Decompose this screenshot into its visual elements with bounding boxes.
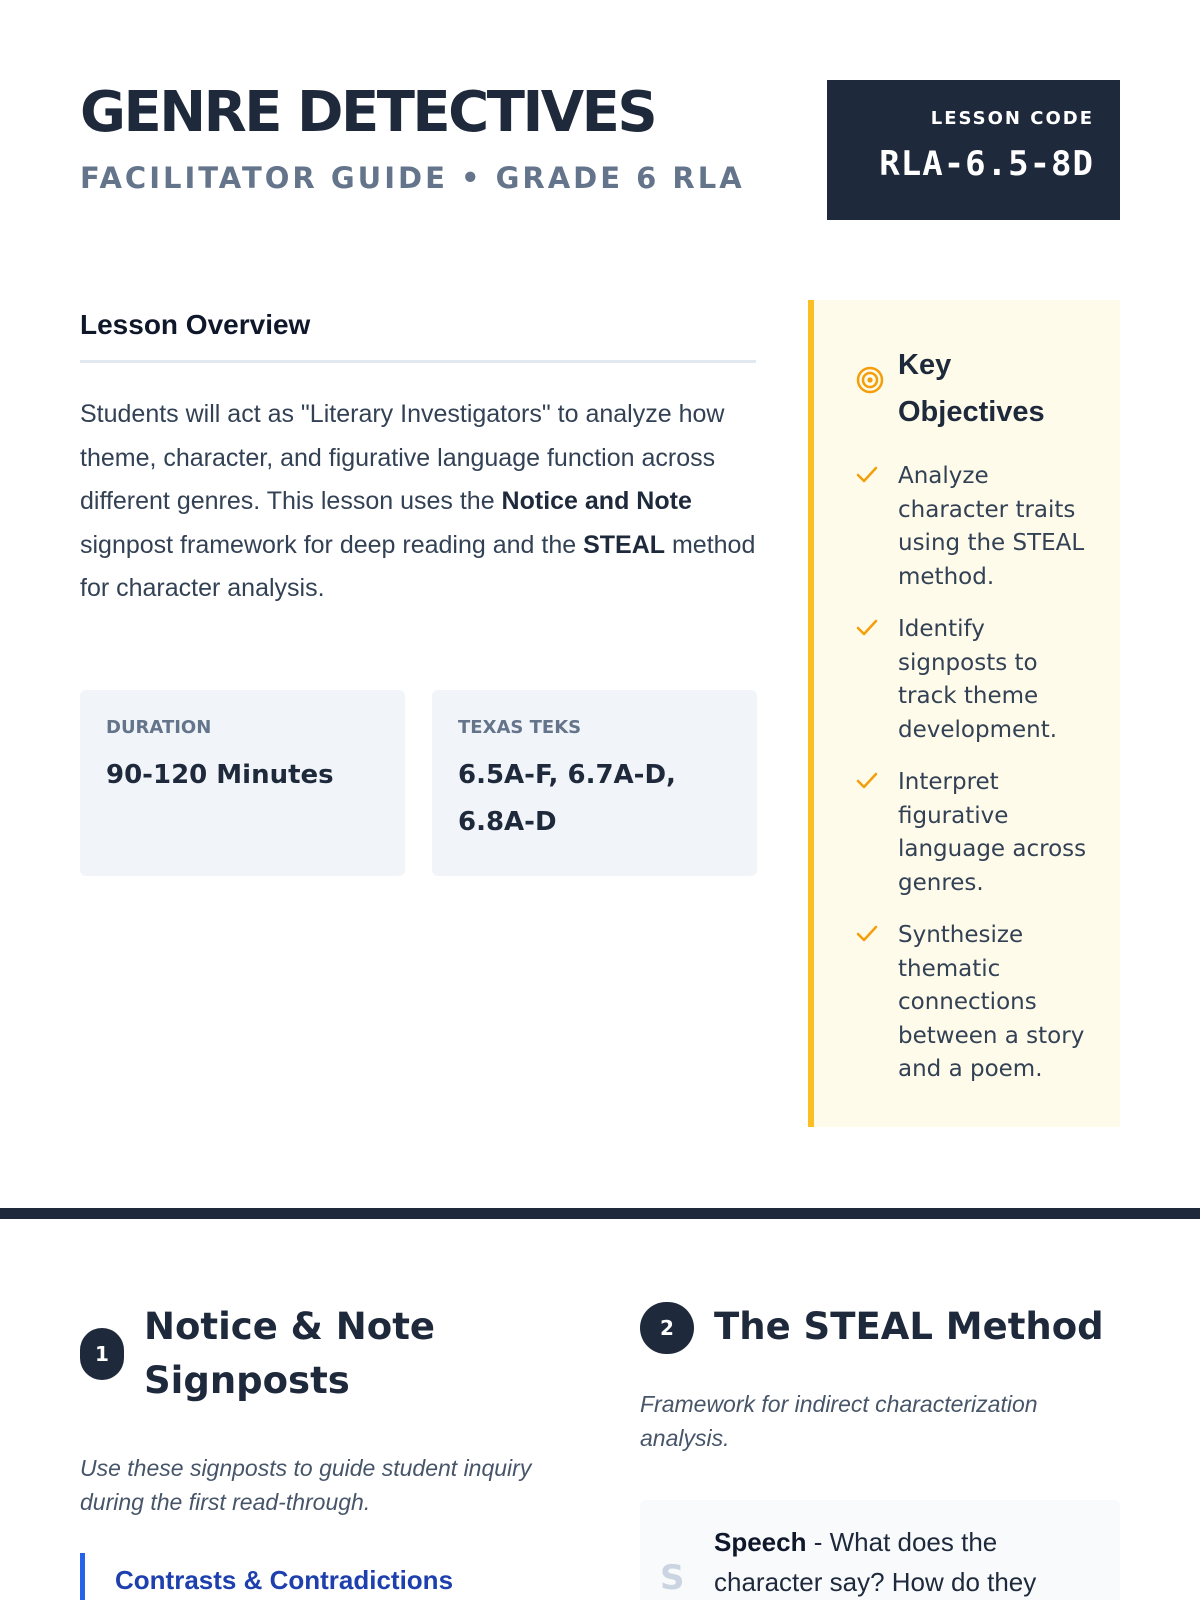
objectives-header: [856, 342, 1090, 436]
steal-item: [640, 1500, 1120, 1600]
page-title: GENRE DETECTIVES: [80, 80, 656, 145]
section-number-badge: 1: [80, 1328, 124, 1380]
objective-text: Analyze character traits using the STEAL method.: [898, 463, 1085, 590]
steal-letter: S: [660, 1558, 685, 1598]
objective-item: [856, 460, 1090, 594]
check-icon: [856, 772, 878, 790]
teks-value: 6.5A-F, 6.7A-D, 6.8A-D: [458, 760, 676, 837]
section-steal: [640, 1300, 1120, 1455]
objective-text: Interpret figurative language across genres.: [898, 769, 1087, 896]
duration-label: DURATION: [106, 717, 212, 738]
objectives-list: [856, 460, 1090, 1087]
overview-bold-term: Notice and Note: [501, 487, 692, 515]
page-header: [80, 80, 1120, 220]
objective-item: [856, 766, 1090, 900]
teks-label: TEXAS TEKS: [458, 717, 582, 738]
lesson-code-value: RLA-6.5-8D: [879, 144, 1094, 184]
steal-text: [714, 1522, 1100, 1600]
objectives-title: Key Objectives: [898, 349, 1045, 428]
overview-heading: Lesson Overview: [80, 300, 756, 363]
section-number-badge: 2: [640, 1302, 694, 1354]
lesson-code-label: LESSON CODE: [930, 108, 1094, 129]
signpost-label: Contrasts & Contradictions: [115, 1565, 454, 1595]
objective-item: [856, 919, 1090, 1087]
section-header: [80, 1300, 560, 1408]
steal-description: - What does the character say? How do they: [714, 1527, 1037, 1597]
steal-term: Speech: [714, 1527, 807, 1557]
lesson-overview: [80, 300, 756, 611]
overview-bold-term: STEAL: [583, 530, 666, 559]
page-subtitle: FACILITATOR GUIDE • GRADE 6 RLA: [80, 161, 745, 195]
section-subtitle: Framework for indirect characterization analysis.: [640, 1391, 1038, 1451]
objective-text: Synthesize thematic connections between a story and a poem.: [898, 922, 1085, 1082]
check-icon: [856, 925, 878, 943]
objective-text: Identify signposts to track theme development.: [898, 616, 1058, 743]
lesson-code-box: [827, 80, 1120, 220]
section-signposts: [80, 1300, 560, 1519]
section-subtitle: Use these signposts to guide student inquiry during the first read-through.: [80, 1455, 532, 1515]
check-icon: [856, 619, 878, 637]
overview-text: [80, 393, 756, 611]
duration-value: 90-120 Minutes: [106, 760, 334, 790]
overview-text-part: method for character analysis.: [80, 530, 756, 602]
stat-cards: [80, 690, 756, 876]
objective-item: [856, 613, 1090, 747]
check-icon: [856, 466, 878, 484]
section-header: [640, 1300, 1120, 1354]
overview-text-part: signpost framework for deep reading and the: [80, 530, 584, 559]
target-icon: [856, 366, 884, 394]
section-title: The STEAL Method: [714, 1305, 1104, 1348]
duration-card: [80, 690, 405, 876]
signpost-item: [80, 1553, 560, 1600]
section-divider: [0, 1208, 1200, 1219]
teks-card: [432, 690, 757, 876]
overview-text-part: Students will act as "Literary Investigators" to analyze how theme, character, and figurative language function across different genres. This lesson uses the: [80, 400, 725, 515]
section-title: Notice & Note Signposts: [144, 1305, 435, 1402]
key-objectives-panel: [808, 300, 1120, 1127]
